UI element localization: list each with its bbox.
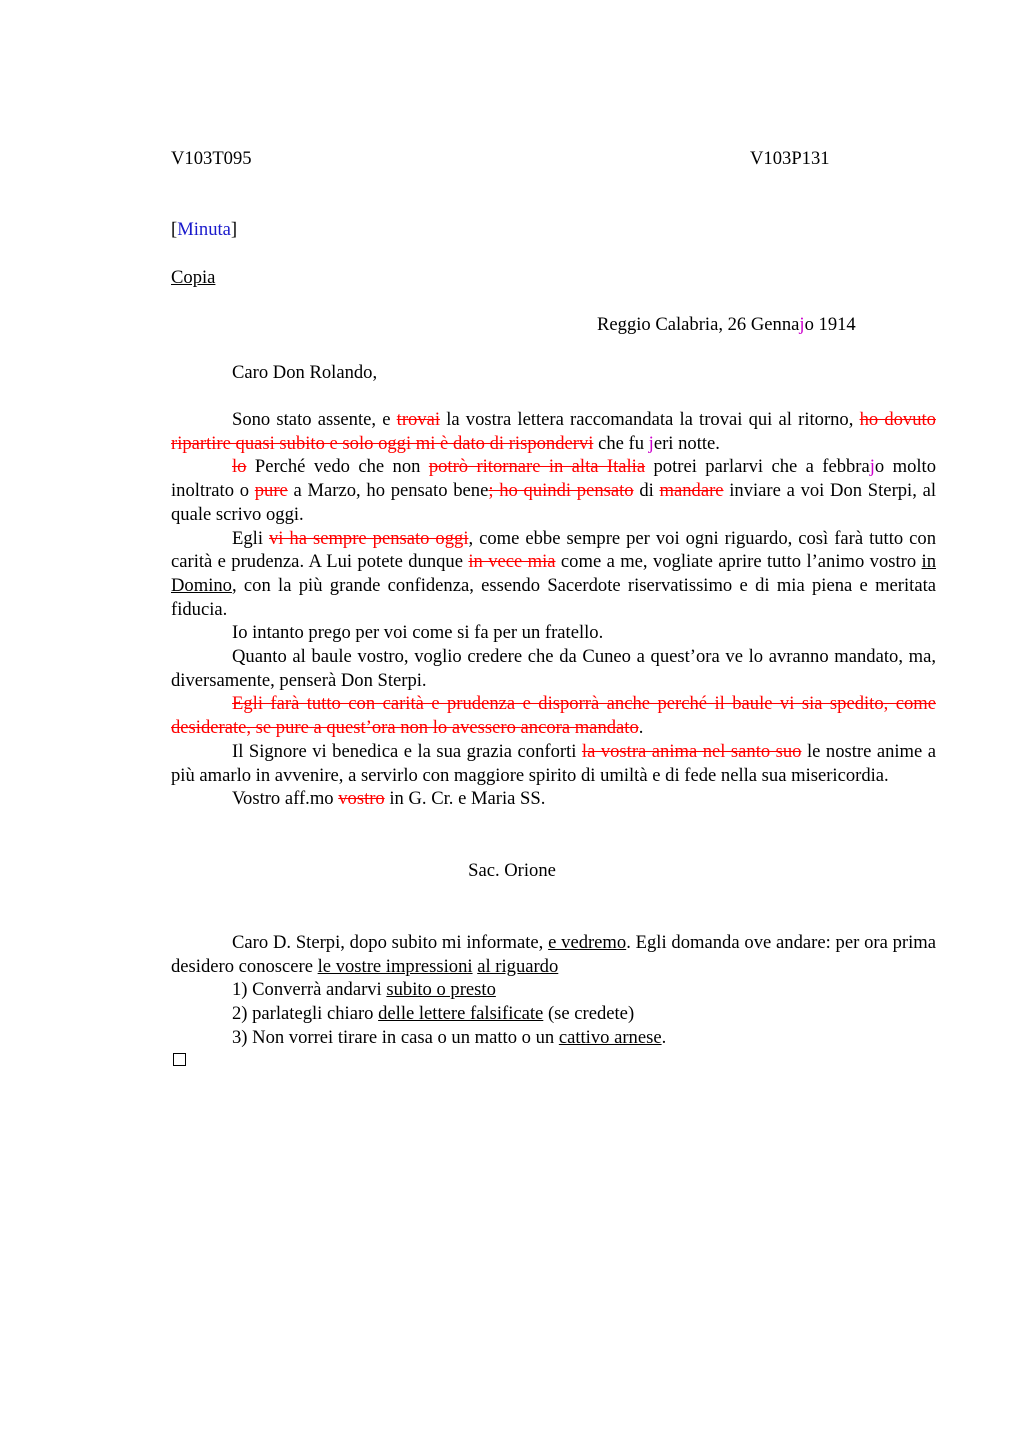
inserted-letter: j	[869, 456, 875, 478]
paragraph-3: Egli vi ha sempre pensato oggi, come ebbe sempre per voi ogni riguardo, così farà tutto con carità e prudenza. A Lui potete dunque in vece mia come a me, vogliate aprire tutto l’animo vostro in Domino, con la più grande confidenza, essendo Sacerdote riservatissimo e di mia piena e meritata fiducia.	[171, 527, 936, 620]
end-marker-box-icon	[173, 1053, 186, 1066]
letter-body	[171, 408, 936, 811]
paragraph-1: Sono stato assente, e trovai la vostra lettera raccomandata la trovai qui al ritorno, ho dovuto ripartire quasi subito e solo oggi mi è dato di rispondervi che fu jeri notte.	[171, 409, 936, 454]
underlined-text: subito o presto	[386, 979, 496, 1001]
minuta-label: [Minuta]	[171, 219, 238, 240]
paragraph-5: Quanto al baule vostro, voglio credere che da Cuneo a quest’ora ve lo avranno mandato, ma, diversamente, penserà Don Sterpi.	[171, 646, 936, 691]
underlined-text: delle lettere falsificate	[378, 1003, 544, 1025]
deleted-text: vostro	[338, 788, 385, 810]
deleted-text: ho dovuto ripartire quasi subito e solo oggi mi è dato di rispondervi	[171, 409, 936, 454]
paragraph-2: lo Perché vedo che non potrò ritornare in alta Italia potrei parlarvi che a febbrajo molto inoltrato o pure a Marzo, ho pensato bene; ho quindi pensato di mandare inviare a voi Don Sterpi, al quale scrivo oggi.	[171, 456, 937, 525]
list-item-1: 1) Converrà andarvi subito o presto	[232, 979, 496, 1001]
signature: Sac. Orione	[468, 860, 556, 881]
paragraph-6: Egli farà tutto con carità e prudenza e disporrà anche perché il baule vi sia spedito, come desiderate, se pure a quest’ora non lo avessero ancora mandato.	[171, 693, 936, 739]
place-date: Reggio Calabria, 26 Gennajo 1914	[597, 314, 856, 335]
paragraph-4: Io intanto prego per voi come si fa per un fratello.	[232, 622, 604, 644]
underlined-text: le vostre impressioni	[317, 955, 473, 977]
deleted-text: trovai	[396, 409, 441, 430]
document-code-left: V103T095	[171, 148, 252, 169]
postscript-paragraph: Caro D. Sterpi, dopo subito mi informate, e vedremo. Egli domanda ove andare: per ora prima desidero conoscere le vostre impressioni al riguardo	[171, 932, 937, 977]
underlined-text: e vedremo	[548, 932, 627, 953]
paragraph-7: Il Signore vi benedica e la sua grazia conforti la vostra anima nel santo suo le nostre anime a più amarlo in avvenire, a servirlo con maggiore spirito di umiltà e di fede nella sua misericordia.	[171, 740, 937, 786]
postscript	[171, 931, 936, 1050]
document-code-right: V103P131	[750, 148, 830, 169]
copia-label: Copia	[171, 267, 216, 288]
salutation: Caro Don Rolando,	[232, 362, 378, 383]
list-item-3: 3) Non vorrei tirare in casa o un matto o un cattivo arnese.	[232, 1026, 667, 1048]
deleted-text: la vostra anima nel santo suo	[581, 740, 802, 762]
minuta-word: Minuta	[177, 219, 231, 240]
deleted-text: vi ha sempre pensato oggi	[268, 527, 469, 549]
underlined-text: cattivo arnese	[558, 1026, 662, 1048]
underlined-text: al riguardo	[477, 955, 559, 977]
deleted-text: Egli farà tutto con carità e prudenza e disporrà anche perché il baule vi sia spedito, come desiderate, se pure a quest’ora non lo avessero ancora mandato	[171, 693, 936, 739]
underlined-text: in Domino	[171, 551, 936, 596]
deleted-text: lo	[232, 456, 247, 478]
inserted-letter: j	[648, 432, 654, 454]
inserted-letter: j	[799, 314, 805, 335]
list-item-2: 2) parlategli chiaro delle lettere falsificate (se credete)	[232, 1003, 635, 1025]
deleted-text: potrò ritornare in alta Italia	[428, 456, 646, 478]
deleted-text: mandare	[659, 480, 724, 502]
closing: Vostro aff.mo vostro in G. Cr. e Maria SS.	[232, 788, 546, 810]
deleted-text: ; ho quindi pensato	[488, 480, 634, 502]
deleted-text: pure	[254, 480, 288, 502]
deleted-text: in vece mia	[468, 551, 556, 573]
